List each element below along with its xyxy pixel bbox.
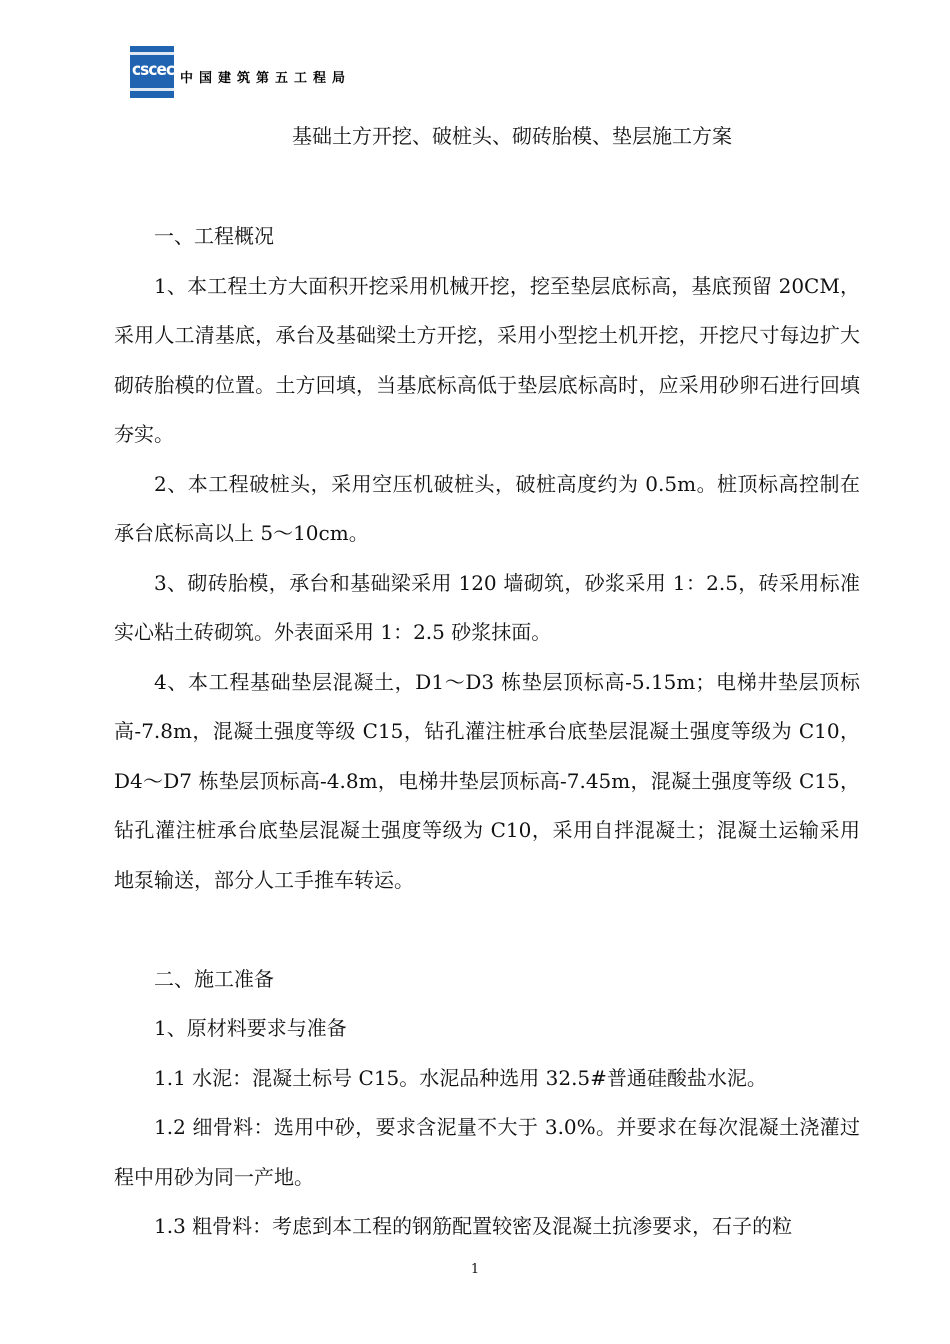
paragraph-cushion-layer: 4、本工程基础垫层混凝土，D1～D3 栋垫层顶标高-5.15m；电梯井垫层顶标高-7.8m，混凝土强度等级 C15，钻孔灌注桩承台底垫层混凝土强度等级为 C10，D4～D7 栋垫层顶标高-4.8m，电梯井垫层顶标高-7.45m，混凝土强度等级 C15，钻孔灌注桩承台底垫层混凝土强度等级为 C10，采用自拌混凝土；混凝土运输采用地泵输送，部分人工手推车转运。 bbox=[114, 669, 860, 892]
paragraph-fine-aggregate: 1.2 细骨料：选用中砂，要求含泥量不大于 3.0%。并要求在每次混凝土浇灌过程中用砂为同一产地。 bbox=[114, 1115, 860, 1189]
logo-stripe-bottom bbox=[130, 88, 174, 91]
document-header bbox=[130, 46, 351, 98]
logo-stripe-top bbox=[130, 52, 174, 55]
paragraph-brick-mold: 3、砌砖胎模，承台和基础梁采用 120 墙砌筑，砂浆采用 1：2.5，砖采用标准实心粘土砖砌筑。外表面采用 1：2.5 砂浆抹面。 bbox=[114, 570, 860, 644]
document-title: 基础土方开挖、破桩头、砌砖胎模、垫层施工方案 bbox=[292, 124, 732, 148]
subheading-materials: 1、原材料要求与准备 bbox=[154, 1016, 347, 1040]
cscec-logo bbox=[130, 46, 174, 98]
page-number: 1 bbox=[470, 1262, 480, 1277]
document-body bbox=[114, 212, 860, 1252]
section-heading-overview: 一、工程概况 bbox=[154, 224, 274, 248]
paragraph-coarse-aggregate: 1.3 粗骨料：考虑到本工程的钢筋配置较密及混凝土抗渗要求，石子的粒 bbox=[154, 1214, 793, 1238]
paragraph-earthwork: 1、本工程土方大面积开挖采用机械开挖，挖至垫层底标高，基底预留 20CM，采用人工清基底，承台及基础梁土方开挖，采用小型挖土机开挖，开挖尺寸每边扩大砌砖胎模的位置。土方回填，当基底标高低于垫层底标高时，应采用砂卵石进行回填夯实。 bbox=[114, 273, 860, 446]
paragraph-pile-head: 2、本工程破桩头，采用空压机破桩头，破桩高度约为 0.5m。桩顶标高控制在承台底标高以上 5～10cm。 bbox=[114, 471, 860, 545]
section-heading-preparation: 二、施工准备 bbox=[154, 966, 274, 991]
organization-name: 中国建筑第五工程局 bbox=[180, 70, 352, 86]
logo-text: cscec bbox=[132, 60, 174, 80]
paragraph-cement: 1.1 水泥：混凝土标号 C15。水泥品种选用 32.5#普通硅酸盐水泥。 bbox=[154, 1065, 767, 1090]
